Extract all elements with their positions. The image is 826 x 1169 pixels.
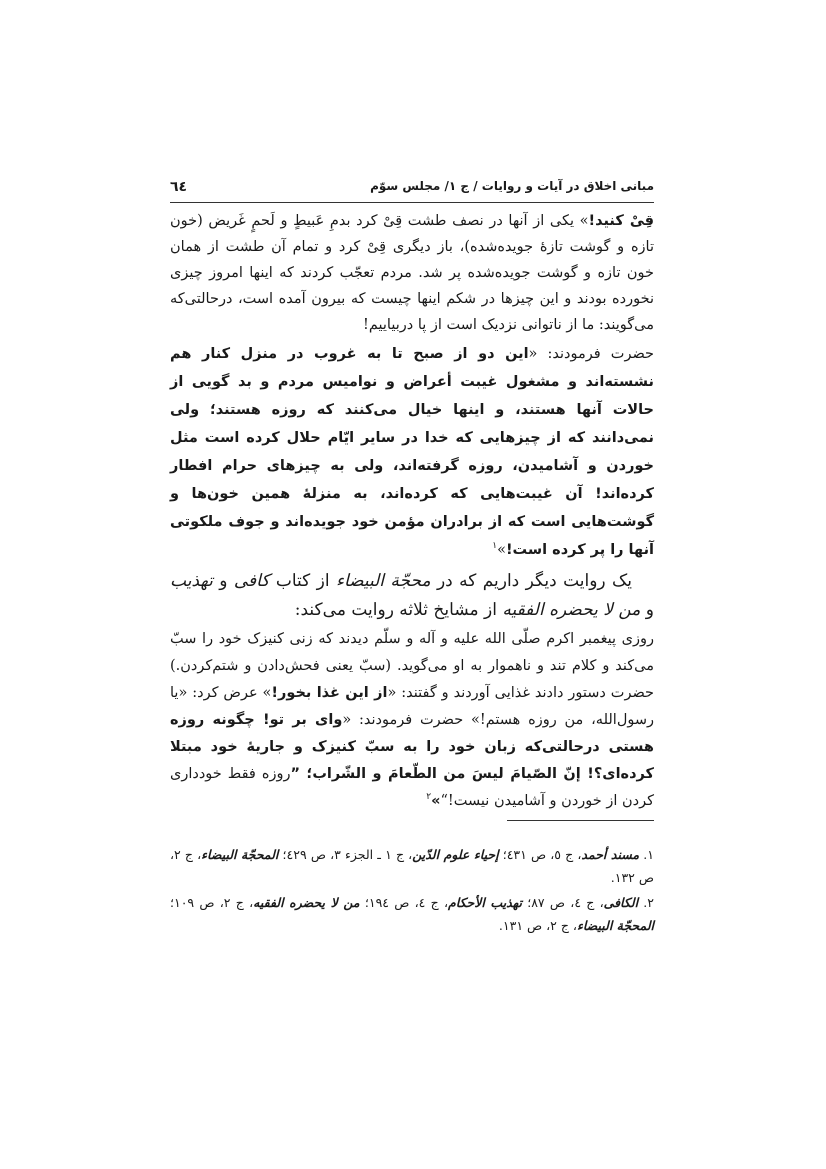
main-text xyxy=(170,208,654,815)
running-header xyxy=(170,179,654,201)
text-run: » xyxy=(497,542,506,558)
text-run: » یکی از آنها در نصف طشت قِیْ کرد بدمِ عَبیطٍ و لَحمٍ غَریض (خون تازه و گوشت تازهٔ جویده‌شده)، باز دیگری قِیْ کرد و تمام آن طشت از همان خون تازه و گوشت جویده‌شده پر شد. مردم تعجّب کردند که اینها امروز چیزی نخورده بودند و این چیزها در شکم اینها چیست که بیرون آمده است، درحالتی‌که می‌گویند: ما از ناتوانی نزدیک است از پا دربیاییم! xyxy=(170,213,654,333)
footnote-ref-2[interactable]: ٢ xyxy=(426,792,432,803)
text-run: ٢. xyxy=(638,895,654,910)
text-run: ، ج ٤، ص ٨٧؛ xyxy=(521,895,604,910)
text-run: ، ج ٤، ص ١٩٤؛ xyxy=(359,895,449,910)
bold-phrase: قِیْ کنید! xyxy=(588,213,654,229)
text-run: ، ج ٢، ص ١٠٩؛ xyxy=(170,895,254,910)
text-run: ، ج ٢، ص ١٣٢. xyxy=(170,847,654,885)
header-divider xyxy=(170,202,654,203)
footnote-2 xyxy=(170,891,654,937)
page-number: ٦٤ xyxy=(170,179,188,195)
text-run: ، ج ٥، ص ٤٣١؛ xyxy=(498,847,582,862)
narration-paragraph xyxy=(170,567,654,625)
source-title: إحیاء علوم الدّین xyxy=(412,847,499,862)
source-title: مسند أحمد xyxy=(581,847,640,862)
book-title: من لا یحضره الفقیه xyxy=(502,600,641,620)
source-title: تهذیب الأحکام xyxy=(448,895,522,910)
text-run: ١. xyxy=(639,847,654,862)
paragraph-1 xyxy=(170,208,654,338)
book-title: محجّة البیضاء xyxy=(335,571,431,591)
text-run: و xyxy=(212,571,234,591)
text-run: یک روایت دیگر داریم که در xyxy=(430,571,632,591)
text-run: و xyxy=(640,600,654,620)
source-title: من لا یحضره الفقیه xyxy=(253,895,360,910)
text-run: از مشایخ ثلاثه روایت می‌کند: xyxy=(294,600,503,620)
book-title: کافی xyxy=(233,571,270,591)
source-title: المحجّة البیضاء xyxy=(201,847,279,862)
text-run: حضرت فرمودند: « xyxy=(528,346,654,362)
book-title: تهذیب xyxy=(170,571,213,591)
text-run: ، ج ٢، ص ١٣١. xyxy=(498,918,577,933)
footnote-1 xyxy=(170,843,654,889)
footnotes xyxy=(170,843,654,939)
bold-quote: وای بر تو! چگونه روزه هستی درحالتی‌که زبان خود را به سبّ کنیزک و جاریهٔ خود مبتلا کرده‌ای؟! إنّ الصّیامَ لیسَ من الطّعامَ و الشّراب؛ ” xyxy=(170,712,654,782)
paragraph-2 xyxy=(170,340,654,564)
text-run: روزی پیغمبر اکرم صلّی الله علیه و آله و سلّم دیدند که زنی کنیزک خود را سبّ می‌کند و کلام تند و ناهموار به او می‌گوید. (سبّ یعنی فحش‌دادن و شتم‌کردن.) حضرت دستور دادند غذایی آوردند و گفتند: « xyxy=(170,631,654,701)
text-run: از کتاب xyxy=(269,571,336,591)
text-run: ، ج ١ ـ الجزء ٣، ص ٤٢٩؛ xyxy=(278,847,413,862)
text-run: » عرض کرد: «یا رسول‌الله، من روزه هستم!» حضرت فرمودند: « xyxy=(170,685,654,728)
running-title: مبانی اخلاق در آیات و روایات / ج ۱/ مجلس سوّم xyxy=(370,179,654,193)
footnote-ref-1[interactable]: ١ xyxy=(492,541,498,552)
bold-quote: از این غذا بخور! xyxy=(271,685,388,701)
footnote-divider xyxy=(507,820,654,821)
text-run: روزه فقط خودداری کردن از خوردن و آشامیدن نیست!“ xyxy=(170,766,654,809)
source-title: الکافی xyxy=(603,895,639,910)
bold-quote: این دو از صبح تا به غروب در منزل کنار هم نشسته‌اند و مشغول غیبت أعراض و نوامیس مردم و بد گویی از حالات آنها هستند، و اینها خیال می‌کنند که روزه هستند؛ ولی نمی‌دانند که از چیزهایی که خدا در سایر ایّام حلال کرده است مثل خوردن و آشامیدن، روزه گرفته‌اند، ولی به چیزهای حرام افطار کرده‌اند! آن غیبت‌هایی که کرده‌اند، به منزلهٔ همین خون‌ها و گوشت‌هایی است که از برادران مؤمن خود جویده‌اند و جوف ملکوتی آنها را پر کرده است! xyxy=(170,346,654,558)
text-run: » xyxy=(431,793,441,809)
paragraph-3 xyxy=(170,626,654,815)
source-title: المحجّة البیضاء xyxy=(576,918,654,933)
